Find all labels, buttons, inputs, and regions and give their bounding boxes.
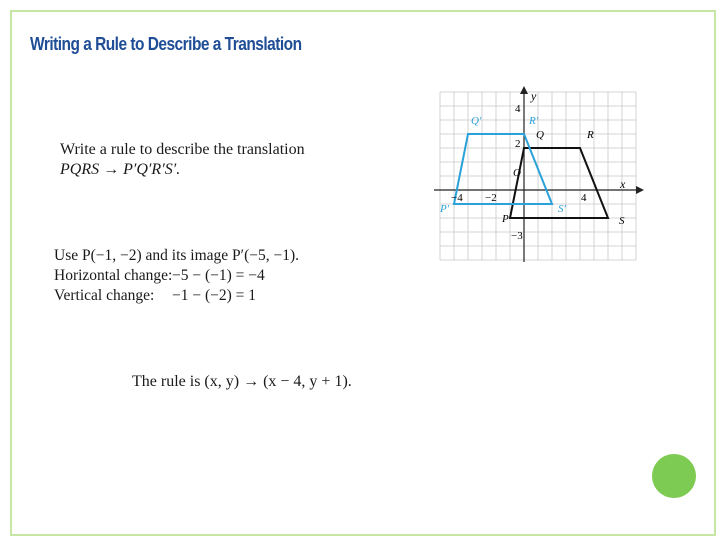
vertex-label-p: P [502,213,509,225]
x-tick-neg2: −2 [485,192,497,204]
vertex-label-r: R [587,129,594,141]
rule-statement: The rule is (x, y) → (x − 4, y + 1). [132,373,352,390]
origin-label: O [513,167,521,179]
vertex-label-r-prime: R′ [529,115,539,127]
decorative-green-dot [652,454,696,498]
prompt-line-1: Write a rule to describe the translation [60,141,305,158]
prompt-line-2: PQRS → P′Q′R′S′. [60,161,181,178]
x-tick-4: 4 [581,192,587,204]
y-tick-2: 2 [515,138,521,150]
vertex-label-q: Q [536,129,544,141]
horizontal-change-label: Horizontal change: [54,267,173,284]
use-point-line: Use P(−1, −2) and its image P′(−5, −1). [54,247,299,264]
vertical-change-value: −1 − (−2) = 1 [172,287,257,304]
slide-title: Writing a Rule to Describe a Translation [30,34,302,54]
vertex-label-p-prime: P′ [440,203,450,215]
y-tick-neg3: −3 [511,230,523,242]
coordinate-graph [430,84,650,264]
y-tick-4: 4 [515,103,521,115]
vertex-label-s-prime: S′ [558,203,566,215]
x-axis-arrow [636,186,644,194]
x-tick-neg4: −4 [451,192,463,204]
y-axis-arrow [520,86,528,94]
horizontal-change-value: −5 − (−1) = −4 [172,267,265,284]
y-axis-label: y [531,89,537,103]
vertex-label-q-prime: Q′ [471,115,482,127]
image-quadrilateral [454,134,552,204]
x-axis-label: x [620,177,626,191]
vertex-label-s: S [619,215,625,227]
vertical-change-label: Vertical change: [54,287,155,304]
problem-prompt [60,140,305,180]
